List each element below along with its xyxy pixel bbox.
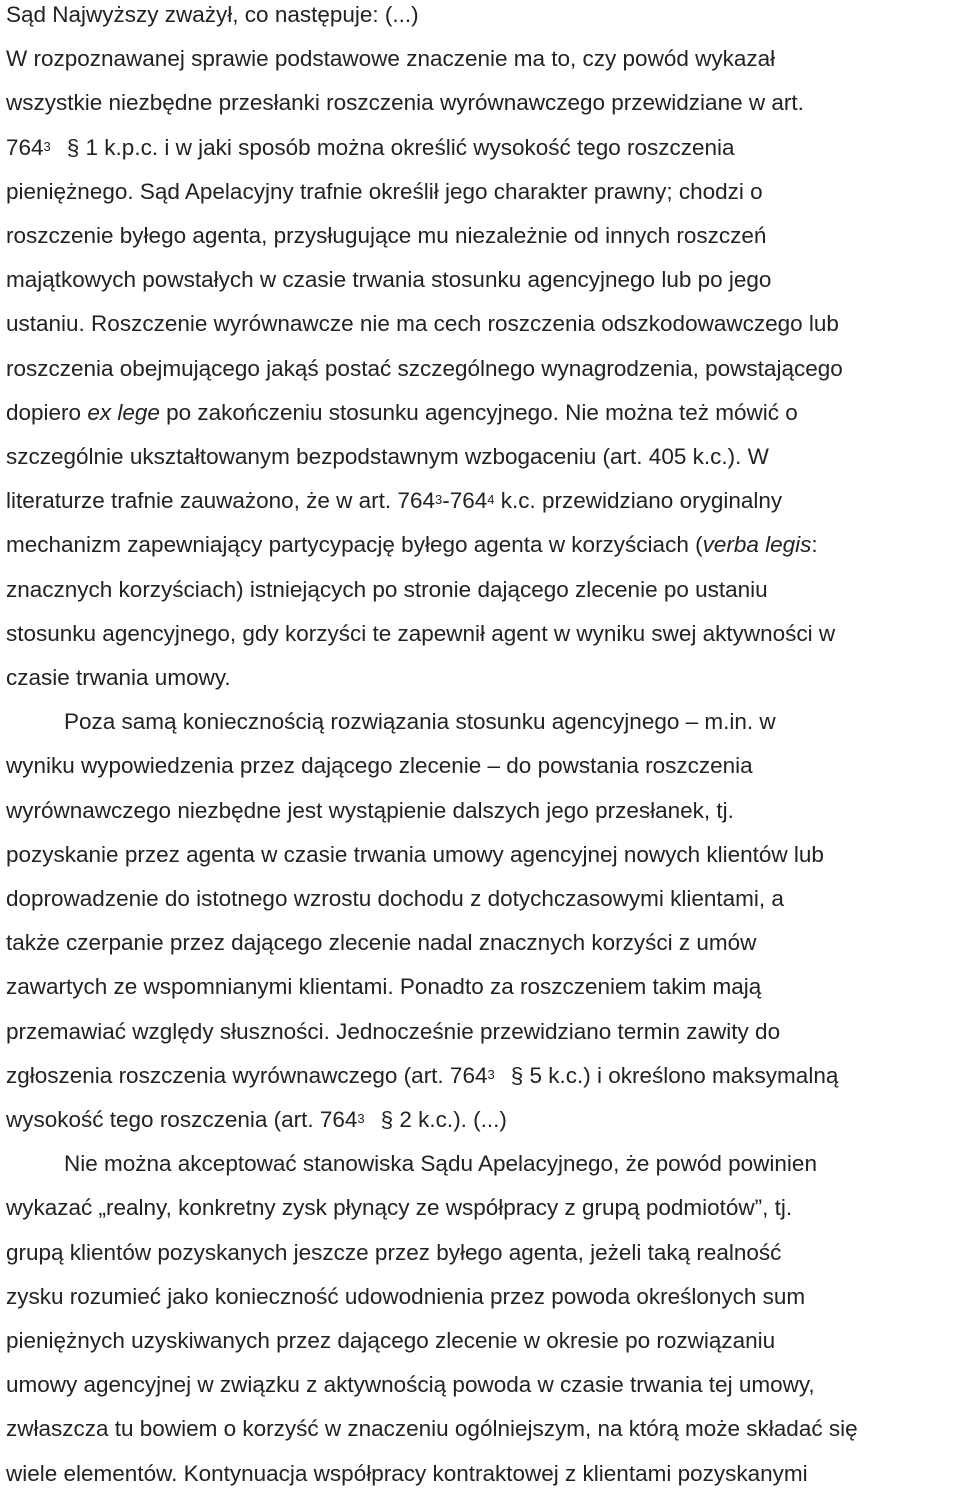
text-line [6, 44, 775, 74]
text-segment: Nie można akceptować stanowiska Sądu Apelacyjnego, że powód powinien [64, 1151, 817, 1177]
text-segment: umowy agencyjnej w związku z aktywnością powoda w czasie trwania tej umowy, [6, 1372, 815, 1398]
superscript: 3 [43, 138, 51, 154]
text-segment: zawartych ze wspomnianymi klientami. Ponadto za roszczeniem takim mają [6, 974, 762, 1000]
text-segment: 764 [6, 134, 44, 160]
text-segment: § 1 k.p.c. i w jaki sposób można określić wysokość tego roszczenia [66, 134, 735, 160]
text-segment: literaturze trafnie zauważono, że w art. 764 [6, 488, 435, 514]
text-line [6, 796, 734, 826]
text-segment: znacznych korzyściach) istniejących po stronie dającego zlecenie po ustaniu [6, 576, 768, 602]
text-segment: doprowadzenie do istotnego wzrostu dochodu z dotychczasowymi klientami, a [6, 886, 784, 911]
text-line [6, 354, 843, 384]
text-segment: po zakończeniu stosunku agencyjnego. Nie można też mówić o [159, 399, 798, 425]
text-segment: k.c. przewidziano oryginalny [494, 488, 783, 514]
italic-text: verba legis [702, 532, 812, 558]
text-line [6, 1238, 781, 1268]
text-segment: § 5 k.c.) i określono maksymalną [510, 1062, 839, 1088]
text-segment: zwłaszcza tu bowiem o korzyść w znaczeniu ogólniejszym, na którą może składać się [6, 1416, 858, 1442]
text-line [6, 1282, 805, 1312]
text-segment: stosunku agencyjnego, gdy korzyści te zapewnił agent w wyniku swej aktywności w [6, 620, 836, 646]
superscript: 3 [487, 1066, 495, 1082]
text-line [6, 1193, 792, 1223]
text-line [6, 575, 768, 605]
text-line [6, 751, 753, 781]
text-line [6, 619, 835, 649]
text-segment: Sąd Najwyższy zważył, co następuje: (...) [6, 2, 419, 27]
text-segment: : [811, 532, 818, 558]
text-line [6, 1414, 858, 1444]
text-line [6, 309, 839, 339]
text-line [6, 442, 769, 472]
text-line [6, 840, 824, 870]
text-segment: ustaniu. Roszczenie wyrównawcze nie ma cech roszczenia odszkodowawczego lub [6, 311, 839, 337]
text-segment: wykazać „realny, konkretny zysk płynący ze współpracy z grupą podmiotów”, tj. [6, 1195, 793, 1221]
text-segment: W rozpoznawanej sprawie podstawowe znaczenie ma to, czy powód wykazał [6, 46, 776, 72]
text-segment: dopiero [6, 399, 88, 425]
text-line [6, 663, 231, 693]
text-line [6, 884, 784, 914]
text-line [64, 1149, 817, 1179]
text-segment: wyniku wypowiedzenia przez dającego zlecenie – do powstania roszczenia [6, 753, 753, 779]
text-line [6, 1370, 815, 1400]
text-segment: mechanizm zapewniający partycypację byłego agenta w korzyściach ( [6, 532, 703, 558]
text-segment: roszczenia obejmującego jakąś postać szczególnego wynagrodzenia, powstającego [6, 355, 843, 381]
superscript: 4 [487, 492, 495, 508]
text-line [6, 133, 735, 163]
text-line [6, 88, 804, 118]
text-segment: wysokość tego roszczenia (art. 764 [6, 1107, 358, 1132]
text-segment: roszczenie byłego agenta, przysługujące mu niezależnie od innych roszczeń [6, 223, 767, 248]
text-line [6, 265, 771, 295]
text-line [6, 0, 419, 30]
text-line [6, 177, 763, 207]
text-line [6, 1017, 780, 1047]
superscript: 3 [434, 492, 443, 508]
italic-text: ex lege [87, 399, 160, 425]
text-segment: pieniężnego. Sąd Apelacyjny trafnie określił jego charakter prawny; chodzi o [6, 178, 763, 204]
text-line [6, 1105, 507, 1135]
superscript: 3 [357, 1111, 365, 1126]
text-segment: czasie trwania umowy. [6, 665, 231, 690]
text-line [6, 928, 756, 958]
text-segment: -764 [442, 488, 488, 514]
text-segment: zgłoszenia roszczenia wyrównawczego (art. 764 [6, 1062, 488, 1088]
text-line [6, 972, 761, 1002]
text-segment: pozyskanie przez agenta w czasie trwania umowy agencyjnej nowych klientów lub [6, 841, 824, 867]
text-segment: także czerpanie przez dającego zlecenie nadal znacznych korzyści z umów [6, 930, 757, 956]
text-segment: zysku rozumieć jako konieczność udowodnienia przez powoda określonych sum [6, 1283, 806, 1309]
text-segment: grupą klientów pozyskanych jeszcze przez byłego agenta, jeżeli taką realność [6, 1239, 782, 1265]
text-segment: szczególnie ukształtowanym bezpodstawnym wzbogaceniu (art. 405 k.c.). W [6, 444, 769, 469]
text-line [64, 707, 776, 737]
text-line [6, 486, 782, 516]
text-line [6, 221, 766, 251]
text-segment: majątkowych powstałych w czasie trwania stosunku agencyjnego lub po jego [6, 267, 772, 293]
text-line [6, 1326, 775, 1356]
text-segment: przemawiać względy słuszności. Jednocześnie przewidziano termin zawity do [6, 1018, 781, 1044]
text-line [6, 1459, 808, 1489]
text-segment: wszystkie niezbędne przesłanki roszczenia wyrównawczego przewidziane w art. [6, 90, 804, 116]
text-line [6, 530, 818, 560]
text-segment: wyrównawczego niezbędne jest wystąpienie dalszych jego przesłanek, tj. [6, 797, 734, 823]
text-line [6, 1061, 838, 1091]
text-segment: Poza samą koniecznością rozwiązania stosunku agencyjnego – m.in. w [64, 709, 776, 735]
text-segment: pieniężnych uzyskiwanych przez dającego zlecenie w okresie po rozwiązaniu [6, 1328, 776, 1353]
text-segment: § 2 k.c.). (...) [380, 1107, 507, 1132]
text-line [6, 398, 798, 428]
text-segment: wiele elementów. Kontynuacja współpracy kontraktowej z klientami pozyskanymi [6, 1460, 808, 1486]
